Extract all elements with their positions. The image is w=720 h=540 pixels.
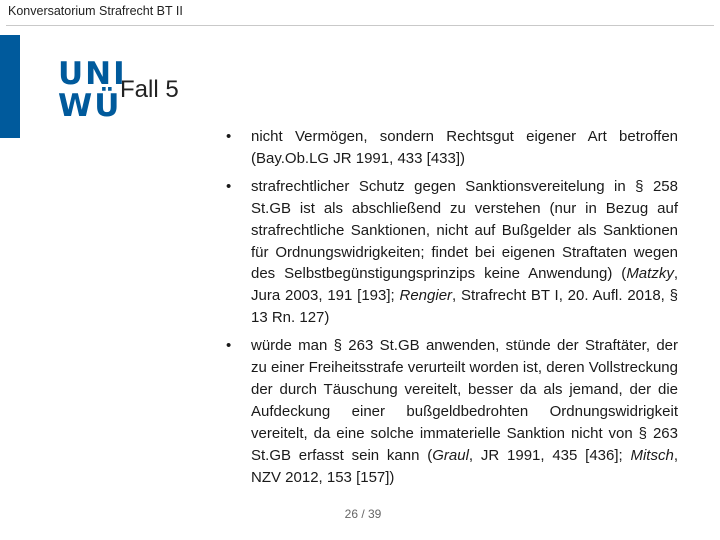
bullet-text: , JR 1991, 435 [436];	[468, 446, 631, 464]
bullet-item	[226, 126, 678, 170]
page-number: 26 / 39	[344, 507, 382, 521]
header-divider	[6, 25, 714, 26]
bullet-text: nicht Vermögen, sondern Rechtsgut eigener Art betroffen (Bay.Ob.LG JR 1991, 433 [433])	[251, 128, 678, 167]
bullet-text: , Strafrecht BT I, 20. Aufl. 2018, § 13 Rn. 127)	[251, 287, 678, 327]
citation-author: Rengier	[399, 287, 453, 305]
bullet-marker: •	[226, 337, 232, 355]
citation-author: Graul	[432, 446, 469, 464]
bullet-text: strafrechtlicher Schutz gegen Sanktionsvereitelung in § 258 St.GB ist als abschließend zu verstehen (nur in Bezug auf strafrechtliche Sanktionen, nicht auf Bußgelder als Sanktionen für Ordnungswidrigkeiten; findet bei eigenen Straftaten wegen des Selbstbegünstigungsprinzips keine Anwendung) (	[251, 177, 678, 283]
citation-author: Mitsch	[630, 446, 674, 464]
logo-line-2: WÜ	[58, 88, 122, 124]
bullet-item	[226, 335, 678, 488]
bullet-text: , NZV 2012, 153 [157])	[251, 446, 678, 486]
bullet-list	[226, 126, 678, 495]
bullet-item	[226, 176, 678, 329]
slide-title: Fall 5	[120, 76, 179, 103]
logo-line-1: UNI	[58, 56, 127, 92]
university-logo	[20, 35, 127, 138]
bullet-marker: •	[226, 128, 232, 145]
bullet-marker: •	[226, 177, 232, 195]
bullet-text: würde man § 263 St.GB anwenden, stünde der Straftäter, der zu einer Freiheitsstrafe verurteilt worden ist, deren Vollstreckung der durch Täuschung vereitelt, besser da als jemand, der die Aufdeckung einer bußgeldbedrohten Ordnungswidrigkeit vereitelt, da eine solche immaterielle Sanktion nicht von § 263 St.GB erfasst sein kann (	[251, 337, 678, 464]
course-header: Konversatorium Strafrecht BT II	[8, 4, 183, 18]
citation-author: Matzky	[626, 265, 674, 283]
bullet-text: , Jura 2003, 191 [193];	[251, 265, 678, 305]
